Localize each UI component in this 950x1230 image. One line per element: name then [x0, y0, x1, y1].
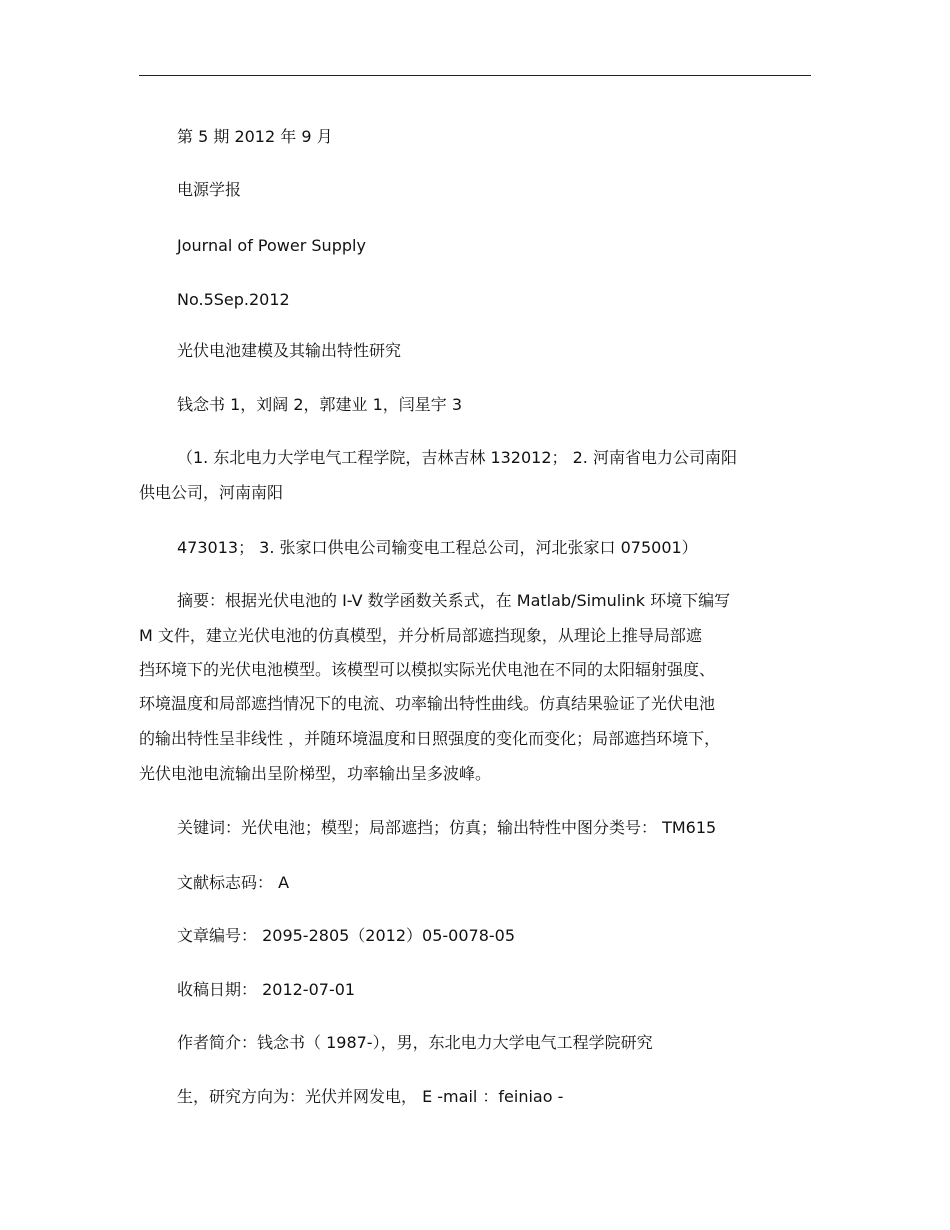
- article-number: 文章编号： 2095-2805（2012）05-0078-05: [177, 926, 516, 945]
- abstract-line: 的输出特性呈非线性 ，并随环境温度和日照强度的变化而变化；局部遮挡环境下，: [139, 729, 721, 748]
- affiliation-line: （1. 东北电力大学电气工程学院，吉林吉林 132012； 2. 河南省电力公司南阳: [177, 448, 737, 467]
- abstract-line: 摘要：根据光伏电池的 I-V 数学函数关系式，在 Matlab/Simulink 环境下编写: [177, 591, 731, 610]
- affiliation-line: 473013； 3. 张家口供电公司输变电工程总公司，河北张家口 075001）: [177, 538, 698, 557]
- issue-date: 第 5 期 2012 年 9 月: [177, 127, 333, 146]
- affiliation-line: 供电公司，河南南阳: [139, 483, 284, 502]
- abstract-line: 光伏电池电流输出呈阶梯型，功率输出呈多波峰。: [139, 764, 492, 783]
- abstract-line: 挡环境下的光伏电池模型。该模型可以模拟实际光伏电池在不同的太阳辐射强度、: [139, 660, 716, 679]
- authors: 钱念书 1，刘阔 2，郭建业 1，闫星宇 3: [177, 395, 463, 414]
- journal-name-cn: 电源学报: [177, 180, 242, 199]
- journal-name-en: Journal of Power Supply: [177, 236, 366, 255]
- header-rule: [139, 75, 811, 76]
- author-bio-line: 生，研究方向为：光伏并网发电， E -mail ：feiniao -: [177, 1087, 564, 1106]
- keywords: 关键词：光伏电池；模型；局部遮挡；仿真；输出特性中图分类号： TM615: [177, 818, 717, 837]
- document-code: 文献标志码： A: [177, 873, 290, 892]
- issue-en: No.5Sep.2012: [177, 290, 290, 309]
- author-bio-line: 作者简介：钱念书（ 1987-），男，东北电力大学电气工程学院研究: [177, 1033, 653, 1052]
- article-title: 光伏电池建模及其输出特性研究: [177, 341, 402, 360]
- received-date: 收稿日期： 2012-07-01: [177, 980, 356, 999]
- abstract-line: M 文件，建立光伏电池的仿真模型，并分析局部遮挡现象，从理论上推导局部遮: [139, 626, 702, 645]
- abstract-line: 环境温度和局部遮挡情况下的电流、功率输出特性曲线。仿真结果验证了光伏电池: [139, 694, 716, 713]
